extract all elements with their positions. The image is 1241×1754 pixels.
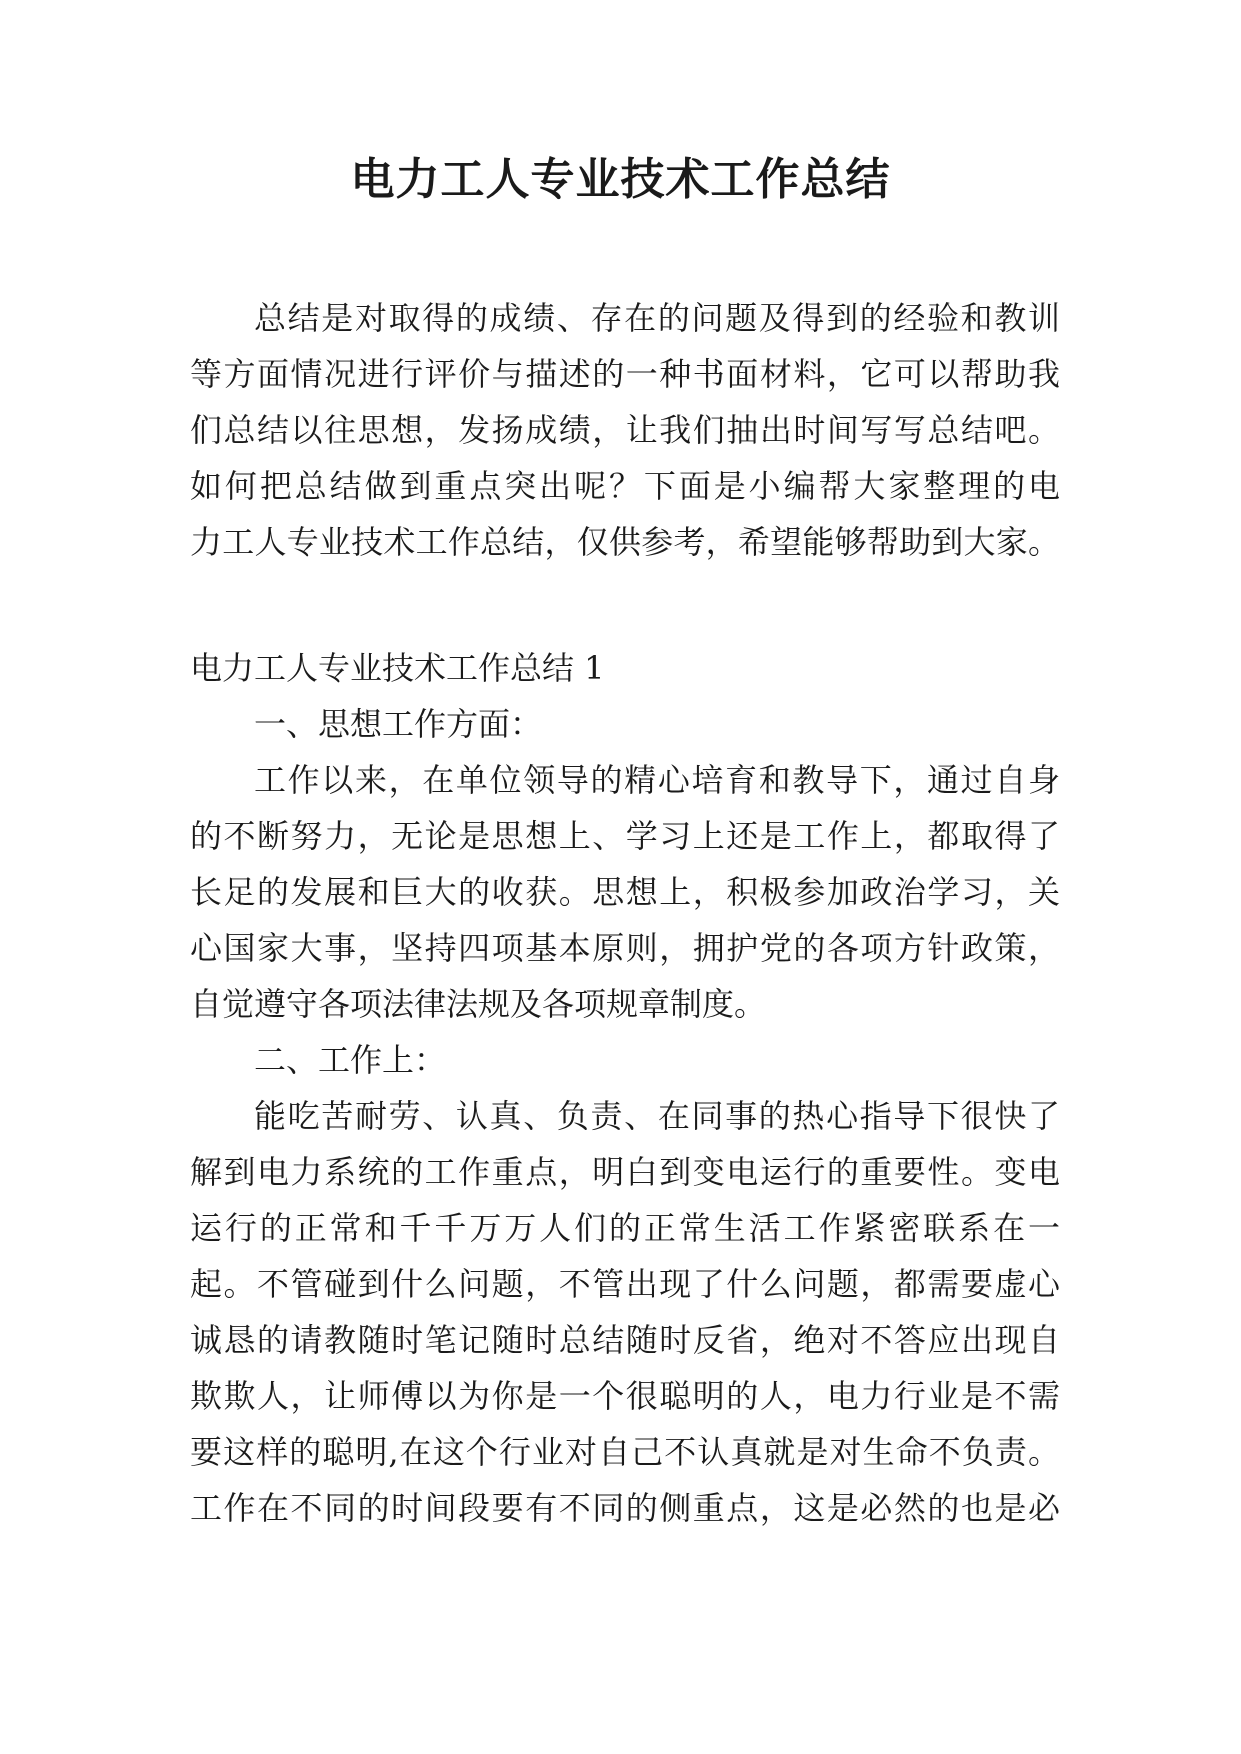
- section-title: 电力工人专业技术工作总结 1: [190, 649, 605, 687]
- paragraph-line: 要这样的聪明,在这个行业对自己不认真就是对生命不负责。: [190, 1433, 1060, 1471]
- intro-line: 如何把总结做到重点突出呢？下面是小编帮大家整理的电: [190, 467, 1060, 505]
- paragraph-line: 能吃苦耐劳、认真、负责、在同事的热心指导下很快了: [254, 1097, 1060, 1135]
- paragraph-line: 自觉遵守各项法律法规及各项规章制度。: [190, 985, 767, 1023]
- intro-line: 等方面情况进行评价与描述的一种书面材料，它可以帮助我: [190, 355, 1060, 393]
- intro-line: 们总结以往思想，发扬成绩，让我们抽出时间写写总结吧。: [190, 411, 1060, 449]
- paragraph-line: 起。不管碰到什么问题，不管出现了什么问题，都需要虚心: [190, 1265, 1060, 1303]
- paragraph-line: 诚恳的请教随时笔记随时总结随时反省，绝对不答应出现自: [190, 1321, 1060, 1359]
- document-body: [190, 640, 1060, 1536]
- paragraph-line: 的不断努力，无论是思想上、学习上还是工作上，都取得了: [190, 817, 1060, 855]
- paragraph-line: 工作在不同的时间段要有不同的侧重点，这是必然的也是必: [190, 1489, 1060, 1527]
- document-title: 电力工人专业技术工作总结: [350, 154, 891, 205]
- heading-work: 二、工作上：: [254, 1041, 447, 1079]
- paragraph-line: 欺欺人，让师傅以为你是一个很聪明的人，电力行业是不需: [190, 1377, 1060, 1415]
- intro-paragraph: [190, 290, 1060, 570]
- paragraph-line: 解到电力系统的工作重点，明白到变电运行的重要性。变电: [190, 1153, 1060, 1191]
- intro-line: 总结是对取得的成绩、存在的问题及得到的经验和教训: [254, 299, 1060, 337]
- heading-thought-work: 一、思想工作方面：: [254, 705, 543, 743]
- paragraph-line: 工作以来，在单位领导的精心培育和教导下，通过自身: [254, 761, 1060, 799]
- paragraph-line: 长足的发展和巨大的收获。思想上，积极参加政治学习，关: [190, 873, 1060, 911]
- intro-line: 力工人专业技术工作总结，仅供参考，希望能够帮助到大家。: [190, 523, 1060, 561]
- paragraph-line: 运行的正常和千千万万人们的正常生活工作紧密联系在一: [190, 1209, 1060, 1247]
- paragraph-line: 心国家大事，坚持四项基本原则，拥护党的各项方针政策，: [190, 929, 1060, 967]
